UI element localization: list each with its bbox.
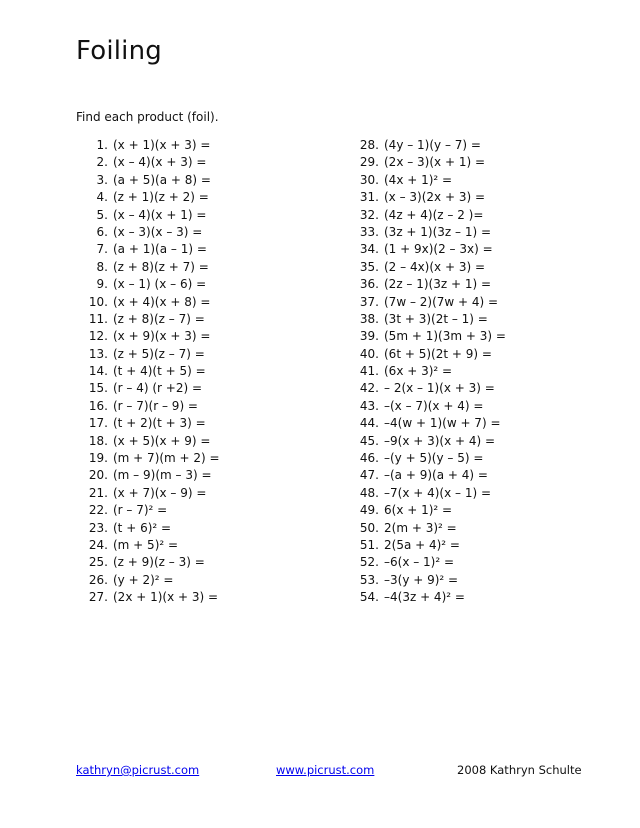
problem-expression: (3z + 1)(3z – 1) = bbox=[384, 224, 492, 239]
problem-expression: 6(x + 1)² = bbox=[384, 503, 453, 518]
problem-item bbox=[88, 380, 338, 397]
problem-item bbox=[355, 363, 615, 380]
problem-expression: (x + 4)(x + 8) = bbox=[113, 294, 211, 309]
problem-expression: –7(x + 4)(x – 1) = bbox=[384, 485, 492, 500]
problem-number: 7. bbox=[96, 242, 108, 257]
problem-item bbox=[88, 537, 338, 554]
problem-item bbox=[355, 241, 615, 258]
problem-item bbox=[88, 433, 338, 450]
problem-number: 53. bbox=[359, 572, 379, 587]
problem-expression: (m + 7)(m + 2) = bbox=[113, 451, 220, 466]
problem-list-right bbox=[355, 137, 615, 607]
problem-item bbox=[88, 137, 338, 154]
problem-expression: (r – 4) (r +2) = bbox=[113, 381, 203, 396]
problem-item bbox=[88, 259, 338, 276]
problem-number: 48. bbox=[359, 485, 379, 500]
problem-item bbox=[355, 172, 615, 189]
problem-item bbox=[88, 415, 338, 432]
problem-item bbox=[355, 415, 615, 432]
problem-expression: (t + 4)(t + 5) = bbox=[113, 364, 206, 379]
problem-number: 32. bbox=[359, 207, 379, 222]
problem-number: 12. bbox=[88, 329, 108, 344]
problem-number: 19. bbox=[88, 451, 108, 466]
problem-number: 28. bbox=[359, 138, 379, 152]
problem-number: 26. bbox=[88, 572, 108, 587]
problem-expression: (a + 5)(a + 8) = bbox=[113, 172, 211, 187]
problem-number: 29. bbox=[359, 155, 379, 170]
problem-list-left bbox=[88, 137, 338, 607]
problem-item bbox=[88, 363, 338, 380]
problem-expression: –(y + 5)(y – 5) = bbox=[384, 451, 484, 466]
problem-item bbox=[88, 450, 338, 467]
problem-number: 37. bbox=[359, 294, 379, 309]
problem-expression: –(a + 9)(a + 4) = bbox=[384, 468, 488, 483]
problem-item bbox=[355, 520, 615, 537]
problem-expression: (x + 7)(x – 9) = bbox=[113, 485, 207, 500]
problem-item bbox=[88, 467, 338, 484]
problem-number: 11. bbox=[88, 311, 108, 326]
problem-item bbox=[88, 294, 338, 311]
problem-number: 18. bbox=[88, 433, 108, 448]
problem-number: 52. bbox=[359, 555, 379, 570]
problem-item bbox=[88, 224, 338, 241]
problem-item bbox=[88, 328, 338, 345]
problem-item bbox=[355, 537, 615, 554]
problem-expression: (4x + 1)² = bbox=[384, 172, 453, 187]
problem-expression: (6x + 3)² = bbox=[384, 364, 453, 379]
problem-item bbox=[355, 398, 615, 415]
problem-expression: –4(w + 1)(w + 7) = bbox=[384, 416, 501, 431]
problem-number: 24. bbox=[88, 537, 108, 552]
problem-expression: (7w – 2)(7w + 4) = bbox=[384, 294, 499, 309]
problem-item bbox=[355, 311, 615, 328]
problem-expression: (x + 5)(x + 9) = bbox=[113, 433, 211, 448]
problem-expression: (x + 9)(x + 3) = bbox=[113, 329, 211, 344]
problem-number: 36. bbox=[359, 277, 379, 292]
problem-number: 3. bbox=[96, 172, 108, 187]
problem-expression: (y + 2)² = bbox=[113, 572, 174, 587]
problem-expression: 2(5a + 4)² = bbox=[384, 537, 460, 552]
problem-item bbox=[355, 589, 615, 606]
problem-item bbox=[88, 485, 338, 502]
problem-number: 10. bbox=[88, 294, 108, 309]
problem-item bbox=[88, 276, 338, 293]
problem-number: 50. bbox=[359, 520, 379, 535]
problem-item bbox=[355, 554, 615, 571]
problem-number: 20. bbox=[88, 468, 108, 483]
problem-item bbox=[88, 154, 338, 171]
page-title: Foiling bbox=[76, 36, 162, 66]
problem-item bbox=[355, 224, 615, 241]
problem-number: 13. bbox=[88, 346, 108, 361]
problem-expression: (3t + 3)(2t – 1) = bbox=[384, 311, 488, 326]
problem-item bbox=[355, 502, 615, 519]
copyright-text: 2008 Kathryn Schulte bbox=[457, 763, 582, 777]
website-link[interactable]: www.picrust.com bbox=[276, 763, 375, 777]
problem-expression: –(x – 7)(x + 4) = bbox=[384, 398, 484, 413]
problem-expression: (2x – 3)(x + 1) = bbox=[384, 155, 486, 170]
problem-number: 49. bbox=[359, 503, 379, 518]
problem-number: 16. bbox=[88, 398, 108, 413]
problem-number: 46. bbox=[359, 451, 379, 466]
problem-number: 27. bbox=[88, 590, 108, 605]
problem-item bbox=[355, 328, 615, 345]
problem-expression: (2 – 4x)(x + 3) = bbox=[384, 259, 486, 274]
problem-expression: (m + 5)² = bbox=[113, 537, 179, 552]
problem-number: 34. bbox=[359, 242, 379, 257]
problem-number: 22. bbox=[88, 503, 108, 518]
problem-item bbox=[88, 398, 338, 415]
problem-expression: (t + 2)(t + 3) = bbox=[113, 416, 206, 431]
problem-expression: (6t + 5)(2t + 9) = bbox=[384, 346, 492, 361]
problem-expression: (r – 7)(r – 9) = bbox=[113, 398, 198, 413]
problem-expression: (x – 1) (x – 6) = bbox=[113, 277, 207, 292]
problem-number: 9. bbox=[96, 277, 108, 292]
problem-number: 38. bbox=[359, 311, 379, 326]
problem-item bbox=[88, 346, 338, 363]
problem-item bbox=[355, 154, 615, 171]
problem-number: 6. bbox=[96, 224, 108, 239]
problem-item bbox=[88, 311, 338, 328]
problem-item bbox=[88, 589, 338, 606]
problem-expression: (m – 9)(m – 3) = bbox=[113, 468, 212, 483]
problem-number: 43. bbox=[359, 398, 379, 413]
problem-number: 15. bbox=[88, 381, 108, 396]
problem-number: 23. bbox=[88, 520, 108, 535]
instructions: Find each product (foil). bbox=[76, 110, 219, 124]
problem-number: 14. bbox=[88, 364, 108, 379]
problem-item bbox=[88, 572, 338, 589]
problem-item bbox=[88, 502, 338, 519]
problem-number: 41. bbox=[359, 364, 379, 379]
problem-number: 51. bbox=[359, 537, 379, 552]
problem-expression: (z + 1)(z + 2) = bbox=[113, 190, 209, 205]
problem-expression: (x – 3)(x – 3) = bbox=[113, 224, 203, 239]
problem-expression: –9(x + 3)(x + 4) = bbox=[384, 433, 496, 448]
problem-expression: (1 + 9x)(2 – 3x) = bbox=[384, 242, 493, 257]
problem-number: 5. bbox=[96, 207, 108, 222]
problem-number: 45. bbox=[359, 433, 379, 448]
problem-item bbox=[88, 207, 338, 224]
problem-expression: (x – 3)(2x + 3) = bbox=[384, 190, 486, 205]
problem-expression: (z + 8)(z + 7) = bbox=[113, 259, 209, 274]
problem-expression: (z + 8)(z – 7) = bbox=[113, 311, 205, 326]
problem-number: 33. bbox=[359, 224, 379, 239]
problem-expression: (2x + 1)(x + 3) = bbox=[113, 590, 219, 605]
problem-item bbox=[355, 189, 615, 206]
problem-expression: (z + 5)(z – 7) = bbox=[113, 346, 205, 361]
problem-item bbox=[355, 207, 615, 224]
problem-expression: – 2(x – 1)(x + 3) = bbox=[384, 381, 495, 396]
problem-number: 21. bbox=[88, 485, 108, 500]
problem-item bbox=[355, 380, 615, 397]
problem-number: 35. bbox=[359, 259, 379, 274]
email-link[interactable]: kathryn@picrust.com bbox=[76, 763, 200, 777]
problem-expression: –3(y + 9)² = bbox=[384, 572, 459, 587]
problem-expression: 2(m + 3)² = bbox=[384, 520, 457, 535]
problem-number: 30. bbox=[359, 172, 379, 187]
problem-item bbox=[355, 259, 615, 276]
problem-number: 8. bbox=[96, 259, 108, 274]
problem-item bbox=[355, 572, 615, 589]
problem-number: 17. bbox=[88, 416, 108, 431]
problem-number: 40. bbox=[359, 346, 379, 361]
problem-expression: (2z – 1)(3z + 1) = bbox=[384, 277, 492, 292]
problem-item bbox=[355, 137, 615, 154]
problem-number: 39. bbox=[359, 329, 379, 344]
problem-expression: (a + 1)(a – 1) = bbox=[113, 242, 207, 257]
problem-item bbox=[355, 276, 615, 293]
problem-item bbox=[355, 346, 615, 363]
problem-expression: (5m + 1)(3m + 3) = bbox=[384, 329, 506, 344]
problem-number: 25. bbox=[88, 555, 108, 570]
problem-item bbox=[88, 172, 338, 189]
problem-item bbox=[88, 554, 338, 571]
problem-item bbox=[355, 485, 615, 502]
problem-expression: (z + 9)(z – 3) = bbox=[113, 555, 205, 570]
problem-item bbox=[88, 520, 338, 537]
problem-number: 2. bbox=[96, 155, 108, 170]
problem-expression: (x – 4)(x + 3) = bbox=[113, 155, 207, 170]
problem-expression: (x – 4)(x + 1) = bbox=[113, 207, 207, 222]
problem-item bbox=[88, 189, 338, 206]
problem-number: 1. bbox=[96, 138, 108, 152]
problem-number: 47. bbox=[359, 468, 379, 483]
problem-expression: (4z + 4)(z – 2 )= bbox=[384, 207, 484, 222]
problem-item bbox=[355, 450, 615, 467]
problem-expression: –6(x – 1)² = bbox=[384, 555, 455, 570]
problem-expression: –4(3z + 4)² = bbox=[384, 590, 465, 605]
problem-item bbox=[355, 433, 615, 450]
problem-number: 31. bbox=[359, 190, 379, 205]
problem-number: 4. bbox=[96, 190, 108, 205]
problem-expression: (t + 6)² = bbox=[113, 520, 172, 535]
problem-number: 42. bbox=[359, 381, 379, 396]
problem-expression: (r – 7)² = bbox=[113, 503, 168, 518]
problem-expression: (4y – 1)(y – 7) = bbox=[384, 138, 481, 152]
problem-item bbox=[355, 467, 615, 484]
problem-number: 54. bbox=[359, 590, 379, 605]
problem-item bbox=[355, 294, 615, 311]
problem-number: 44. bbox=[359, 416, 379, 431]
problem-expression: (x + 1)(x + 3) = bbox=[113, 138, 211, 152]
problem-item bbox=[88, 241, 338, 258]
